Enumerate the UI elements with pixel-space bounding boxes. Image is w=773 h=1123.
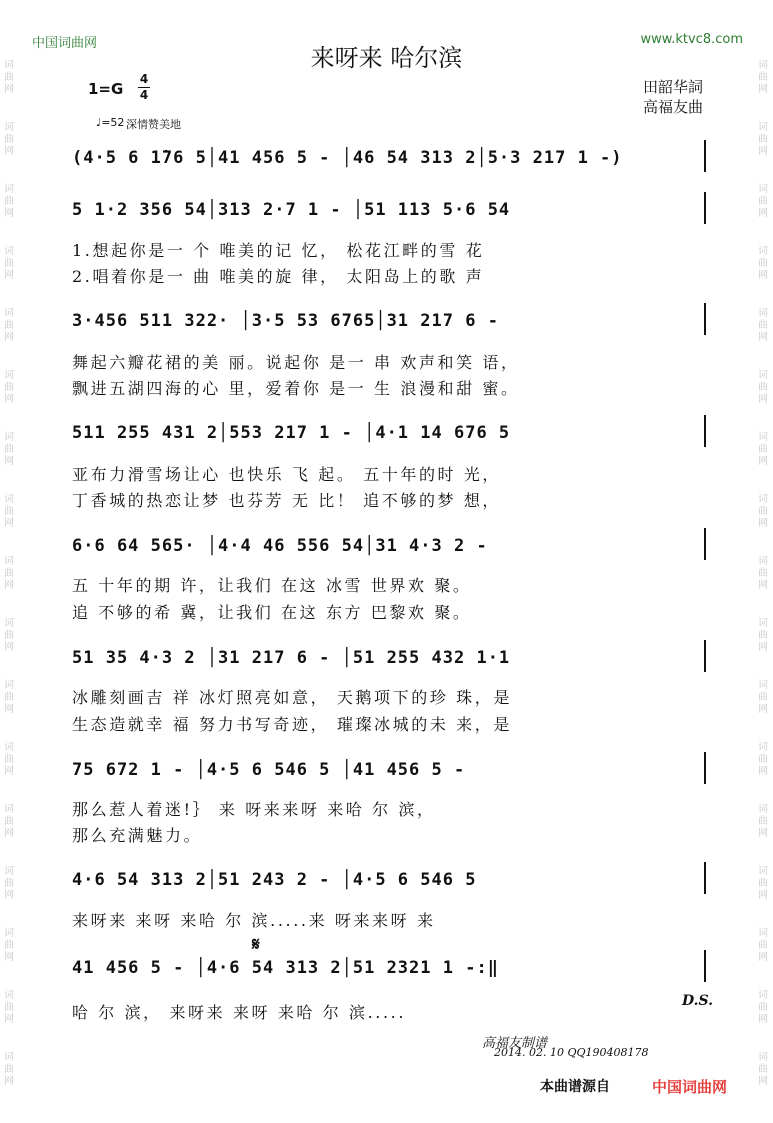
notation-line: 51 35 4·3 2 │31 217 6 - │51 255 432 1·1 bbox=[72, 648, 511, 668]
lyric-line: 追 不够的希 冀，让我们 在这 东方 巴黎欢 聚。 bbox=[72, 603, 472, 622]
score-row bbox=[72, 528, 722, 560]
ds-mark: D.S. bbox=[681, 993, 713, 1009]
site-name-left[interactable]: 中国词曲网 bbox=[32, 36, 98, 51]
lyric-line: 丁香城的热恋让梦 也芬芳 无 比！ 追不够的梦 想， bbox=[72, 491, 502, 510]
watermark-text: 词 曲 网 bbox=[4, 1052, 14, 1087]
notation-line: 41 456 5 - │4·6 54 313 2│51 2321 1 -:‖ bbox=[72, 958, 499, 978]
score-row bbox=[72, 140, 722, 172]
score-row bbox=[72, 192, 722, 224]
segno-icon: 𝄋 bbox=[252, 934, 260, 955]
lyric-line: 舞起六瓣花裙的美 丽。说起你 是一 串 欢声和笑 语， bbox=[72, 353, 520, 372]
source-site[interactable]: 中国词曲网 bbox=[652, 1078, 728, 1096]
time-top: 4 bbox=[139, 72, 149, 86]
watermark-text: 词 曲 网 bbox=[758, 742, 768, 777]
end-barline bbox=[704, 303, 706, 335]
lyric-line: 五 十年的期 许，让我们 在这 冰雪 世界欢 聚。 bbox=[72, 576, 472, 595]
watermark-text: 词 曲 网 bbox=[758, 60, 768, 95]
end-barline bbox=[704, 862, 706, 894]
notation-line: 75 672 1 - │4·5 6 546 5 │41 456 5 - bbox=[72, 760, 466, 780]
time-bottom: 4 bbox=[139, 88, 149, 102]
watermark-text: 词 曲 网 bbox=[758, 122, 768, 157]
watermark-text: 词 曲 网 bbox=[4, 432, 14, 467]
lyric-line: 1.想起你是一 个 唯美的记 忆， 松花江畔的雪 花 bbox=[72, 241, 485, 260]
notation-line: 4·6 54 313 2│51 243 2 - │4·5 6 546 5 bbox=[72, 870, 477, 890]
notation-line: (4·5 6 1̇76 5│41 456 5 - │46 54 313 2│5·3 217 1 -) bbox=[72, 148, 623, 168]
watermark-text: 词 曲 网 bbox=[4, 122, 14, 157]
score-row bbox=[72, 640, 722, 672]
source-label: 本曲谱源自 bbox=[540, 1079, 610, 1095]
watermark-text: 词 曲 网 bbox=[4, 60, 14, 95]
notation-line: 6·6 64 565· │4·4 46 556 54│31 4·3 2 - bbox=[72, 536, 488, 556]
time-signature bbox=[138, 73, 150, 102]
watermark-text: 词 曲 网 bbox=[758, 184, 768, 219]
notation-line: 511 255 431 2│553 217 1 - │4·1 14 676 5 bbox=[72, 423, 511, 443]
watermark-text: 词 曲 网 bbox=[4, 494, 14, 529]
end-barline bbox=[704, 140, 706, 172]
end-barline bbox=[704, 752, 706, 784]
watermark-text: 词 曲 网 bbox=[4, 990, 14, 1025]
expression-mark: 深情赞美地 bbox=[126, 118, 181, 131]
song-title: 来呀来 哈尔滨 bbox=[310, 44, 463, 72]
tempo-mark: ♩=52 bbox=[96, 116, 125, 129]
lyric-line: 亚布力滑雪场让心 也快乐 飞 起。 五十年的时 光， bbox=[72, 465, 502, 484]
watermark-text: 词 曲 网 bbox=[4, 370, 14, 405]
watermark-text: 词 曲 网 bbox=[4, 680, 14, 715]
notation-line: 5 1·2 356 54│313 2·7 1 - │51 113 5·6 54 bbox=[72, 200, 511, 220]
lyric-line: 飘进五湖四海的心 里，爱着你 是一 生 浪漫和甜 蜜。 bbox=[72, 379, 520, 398]
score-maker: 高福友制谱 bbox=[482, 1036, 548, 1051]
watermark-text: 词 曲 网 bbox=[758, 618, 768, 653]
score-row bbox=[72, 303, 722, 335]
lyricist-credit: 田韶华詞 bbox=[642, 78, 703, 96]
composer-credit: 高福友曲 bbox=[642, 98, 703, 116]
score-row bbox=[72, 415, 722, 447]
watermark-text: 词 曲 网 bbox=[758, 1052, 768, 1087]
end-barline bbox=[704, 950, 706, 982]
watermark-text: 词 曲 网 bbox=[758, 432, 768, 467]
watermark-text: 词 曲 网 bbox=[4, 742, 14, 777]
watermark-text: 词 曲 网 bbox=[4, 804, 14, 839]
notation-line: 3·456 511 322· │3·5 53 6765│31 217 6 - bbox=[72, 311, 499, 331]
lyric-line: 哈 尔 滨， 来呀来 来呀 来哈 尔 滨..... bbox=[72, 1003, 407, 1022]
watermark-text: 词 曲 网 bbox=[758, 370, 768, 405]
score-date-qq: 2014. 02. 10 QQ190408178 bbox=[494, 1046, 649, 1059]
watermark-text: 词 曲 网 bbox=[4, 556, 14, 591]
watermark-text: 词 曲 网 bbox=[758, 990, 768, 1025]
watermark-text: 词 曲 网 bbox=[4, 184, 14, 219]
end-barline bbox=[704, 192, 706, 224]
lyric-line: 那么充满魅力。 bbox=[72, 826, 203, 845]
watermark-text: 词 曲 网 bbox=[758, 246, 768, 281]
lyric-line: 冰雕刻画吉 祥 冰灯照亮如意， 天鹅项下的珍 珠，是 bbox=[72, 688, 512, 707]
watermark-text: 词 曲 网 bbox=[758, 804, 768, 839]
end-barline bbox=[704, 528, 706, 560]
watermark-text: 词 曲 网 bbox=[758, 680, 768, 715]
lyric-line: 来呀来 来呀 来哈 尔 滨.....来 呀来来呀 来 bbox=[72, 911, 436, 930]
watermark-text: 词 曲 网 bbox=[758, 928, 768, 963]
watermark-text: 词 曲 网 bbox=[758, 556, 768, 591]
watermark-text: 词 曲 网 bbox=[758, 308, 768, 343]
site-url-right[interactable]: www.ktvc8.com bbox=[640, 32, 743, 47]
lyric-line: 2.唱着你是一 曲 唯美的旋 律， 太阳岛上的歌 声 bbox=[72, 267, 485, 286]
end-barline bbox=[704, 640, 706, 672]
score-row bbox=[72, 950, 722, 982]
score-row bbox=[72, 752, 722, 784]
watermark-text: 词 曲 网 bbox=[4, 246, 14, 281]
watermark-text: 词 曲 网 bbox=[758, 494, 768, 529]
key-signature: 1=G bbox=[88, 80, 124, 98]
watermark-text: 词 曲 网 bbox=[758, 866, 768, 901]
score-row bbox=[72, 862, 722, 894]
watermark-text: 词 曲 网 bbox=[4, 866, 14, 901]
end-barline bbox=[704, 415, 706, 447]
watermark-text: 词 曲 网 bbox=[4, 308, 14, 343]
lyric-line: 生态造就幸 福 努力书写奇迹， 璀璨冰城的未 来，是 bbox=[72, 715, 512, 734]
watermark-text: 词 曲 网 bbox=[4, 928, 14, 963]
lyric-line: 那么惹人着迷!｝ 来 呀来来呀 来哈 尔 滨， bbox=[72, 800, 436, 819]
watermark-text: 词 曲 网 bbox=[4, 618, 14, 653]
